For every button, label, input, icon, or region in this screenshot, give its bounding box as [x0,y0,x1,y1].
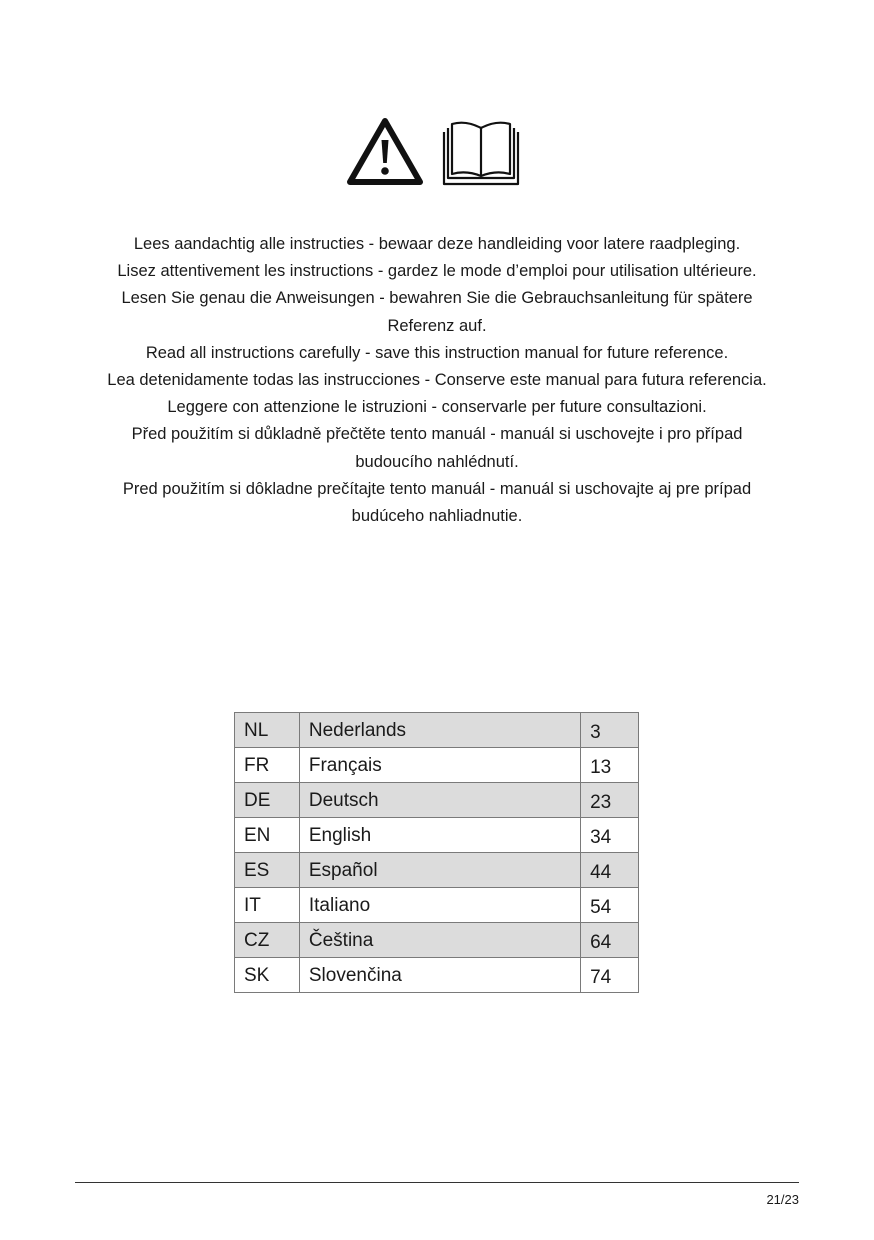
instruction-line-es: Lea detenidamente todas las instrucciones - Conserve este manual para futura referencia. [107,371,767,390]
language-page: 34 [581,818,639,853]
language-code: EN [235,818,300,853]
language-code: NL [235,713,300,748]
table-row [235,923,639,958]
language-code: SK [235,958,300,993]
instruction-line-de-cont: Referenz auf. [387,316,487,335]
language-page: 54 [581,888,639,923]
table-row [235,713,639,748]
language-index-table [234,712,639,993]
page-number: 21/23 [766,1192,799,1207]
language-page: 13 [581,748,639,783]
table-row [235,783,639,818]
footer-divider [75,1182,799,1183]
table-row [235,748,639,783]
language-name: English [299,818,580,853]
instruction-line-nl: Lees aandachtig alle instructies - bewaar deze handleiding voor latere raadpleging. [133,235,741,253]
language-name: Čeština [299,923,580,958]
language-code: ES [235,853,300,888]
language-page: 44 [581,853,639,888]
instruction-text-block [80,231,794,530]
language-page: 3 [581,713,639,748]
instruction-line-sk: Pred použitím si dôkladne prečítajte tento manuál - manuál si uschovajte aj pre prípad [122,479,752,498]
open-manual-book-icon [442,120,520,186]
instruction-line-cz: Před použitím si důkladně přečtěte tento manuál - manuál si uschovejte i pro případ [131,425,743,444]
instruction-line-it: Leggere con attenzione le istruzioni - conservarle per future consultazioni. [167,398,707,417]
warning-triangle-icon [346,116,424,186]
instruction-line-en: Read all instructions carefully - save this instruction manual for future reference. [145,343,729,362]
table-row [235,958,639,993]
language-name: Español [299,853,580,888]
language-name: Slovenčina [299,958,580,993]
language-code: IT [235,888,300,923]
instruction-line-fr: Lisez attentivement les instructions - gardez le mode d’emploi pour utilisation ultérieure. [117,262,757,281]
table-row [235,888,639,923]
table-row [235,853,639,888]
language-name: Nederlands [299,713,580,748]
language-page: 64 [581,923,639,958]
safety-icons [0,116,874,188]
language-page: 74 [581,958,639,993]
language-name: Français [299,748,580,783]
instruction-line-de: Lesen Sie genau die Anweisungen - bewahren Sie die Gebrauchsanleitung für spätere [121,289,753,308]
instruction-line-cz-cont: budoucího nahlédnutí. [355,452,519,471]
language-code: FR [235,748,300,783]
language-name: Deutsch [299,783,580,818]
language-name: Italiano [299,888,580,923]
instruction-line-sk-cont: budúceho nahliadnutie. [351,507,523,526]
language-code: CZ [235,923,300,958]
language-code: DE [235,783,300,818]
language-page: 23 [581,783,639,818]
table-row [235,818,639,853]
